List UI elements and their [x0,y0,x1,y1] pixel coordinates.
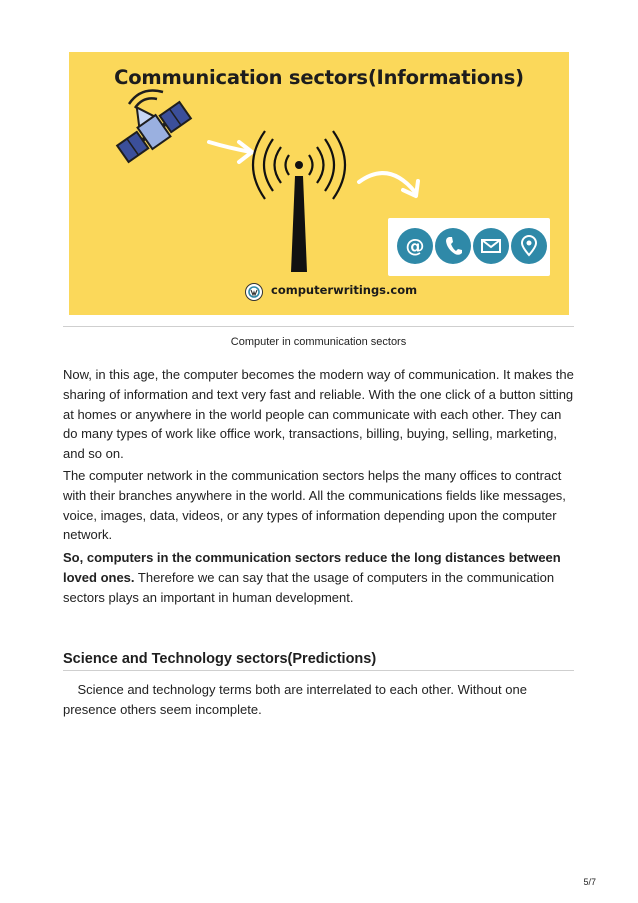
phone-icon [435,228,471,264]
figure-title: Communication sectors(Informations) [114,66,524,89]
heading-divider [63,670,574,671]
page-number: 5/7 [583,877,596,887]
arrow-curved-icon [359,173,418,196]
communication-figure [69,52,569,315]
paragraph-conclusion-bold: So, computers in the communication sectors reduce the long distances between loved ones. [63,550,561,585]
paragraph-conclusion-rest: Therefore we can say that the usage of computers in the communication sectors plays an important in human development. [63,569,555,605]
paragraph-communication: Now, in this age, the computer becomes the modern way of communication. It makes the sharing of information and text very fast and reliable. With the one click of a button sitting at homes or anywhere in the world people can communicate with each other. They can do many types of work like office work, transactions, billing, buying, selling, marketing, and so on. [63,367,574,462]
satellite-signal-icon [129,91,163,109]
antenna-tower-icon [253,131,345,272]
paragraph-network: The computer network in the communication sectors helps the many offices to contract with their branches anywhere in the world. All the communications fields like messages, voice, images, data, videos, or any types of information depending upon the computer network. [63,468,566,543]
section-heading: Science and Technology sectors(Predictions) [63,651,377,667]
paragraph-conclusion [63,548,578,607]
location-pin-icon [511,228,547,264]
caption-divider [63,326,574,327]
brand-logo-icon [245,283,263,301]
contact-icons-panel [388,218,550,276]
figure-caption: Computer in communication sectors [230,336,407,348]
brand-text: computerwritings.com [271,283,418,297]
at-icon: @ [397,228,433,264]
arrow-right-icon [209,142,252,162]
paragraph-science: Science and technology terms both are interrelated to each other. Without one presence others seem incomplete. [63,682,531,717]
envelope-icon [473,228,509,264]
